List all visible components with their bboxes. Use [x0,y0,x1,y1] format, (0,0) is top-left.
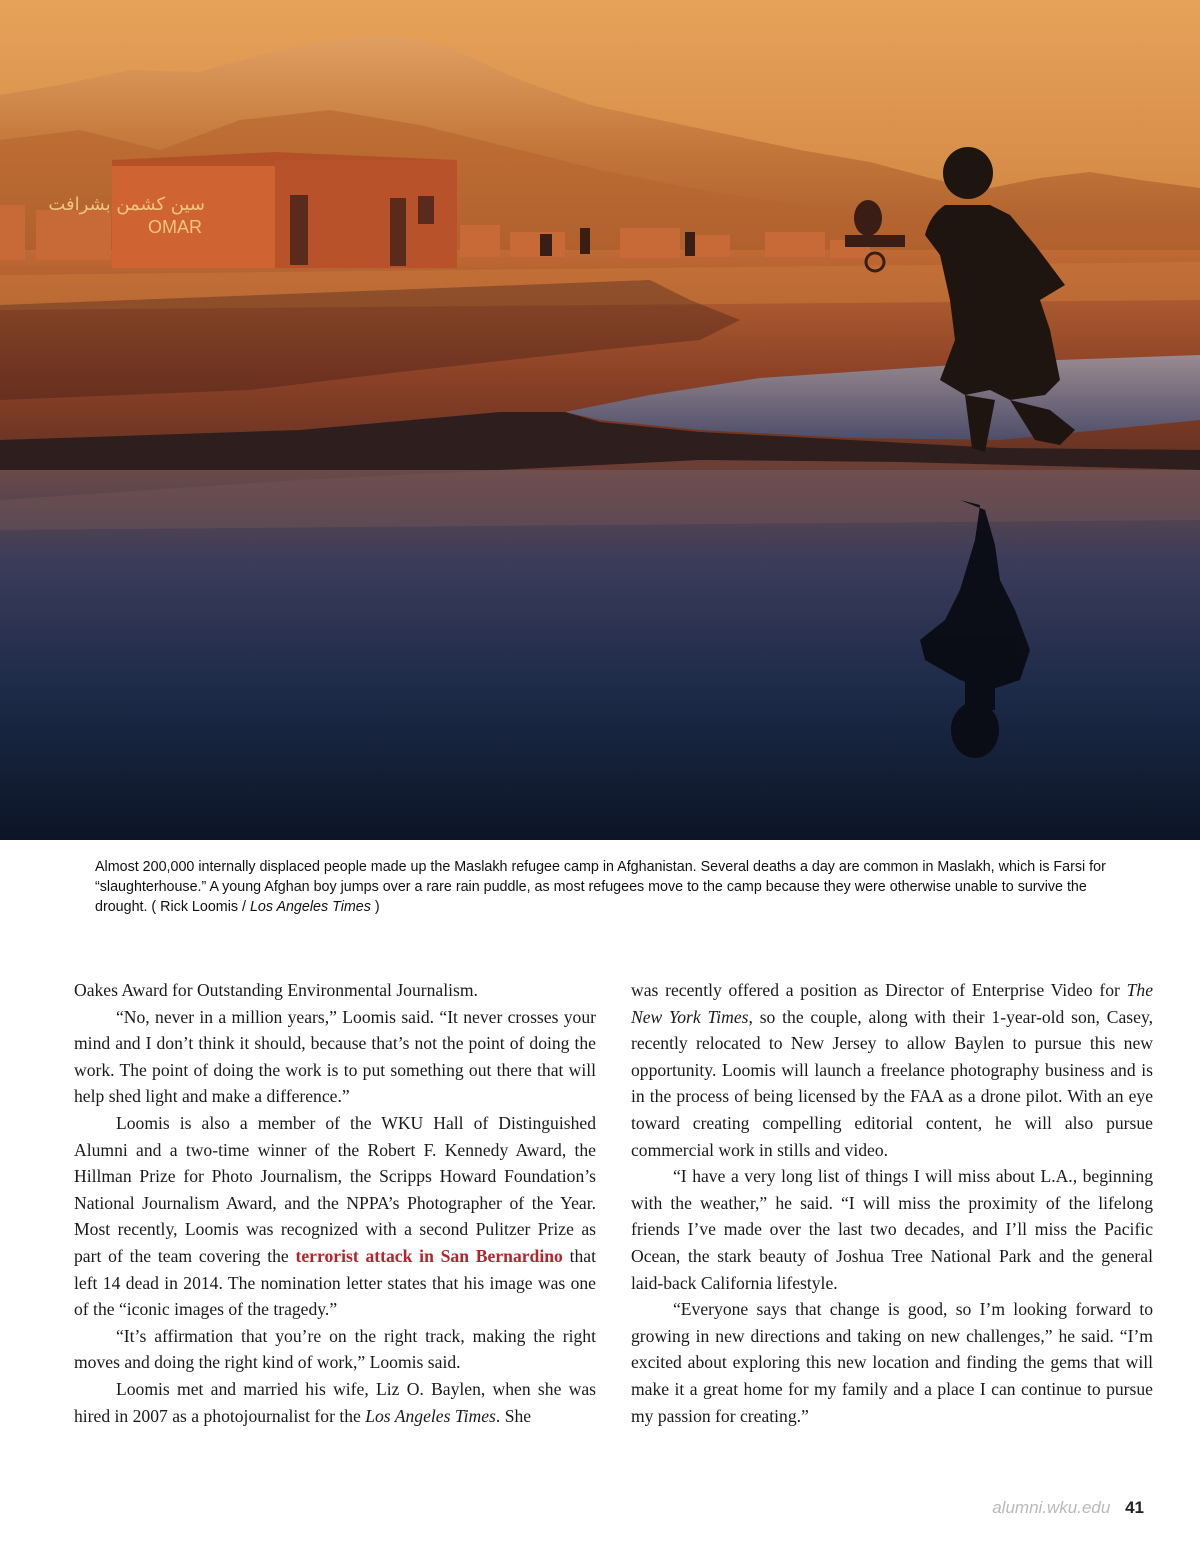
page-number: 41 [1125,1498,1144,1517]
wall-script: سین کشمن بشرافت [48,194,205,215]
photo-caption [95,857,1135,917]
paragraph-text: . She [495,1405,532,1426]
paragraph: “No, never in a million years,” Loomis said. “It never crosses your mind and I don’t think it should, because that’s not the point of doing the work. The point of doing the work is to put something out there that will help shed light and make a difference.” [74,1006,596,1107]
paragraph-text: , so the couple, along with their 1-year-old son, Casey, recently relocated to New Jersey to allow Baylen to pursue this new opportunity. Loomis will launch a freelance photography business and is in the process of being licensed by the FAA as a drone pilot. With an eye toward creating compelling editorial content, he will also pursue commercial work in stills and video. [631,1006,1153,1160]
wall-writing: OMAR [148,217,202,237]
article-column-right [631,977,1153,1429]
caption-text: Almost 200,000 internally displaced people made up the Maslakh refugee camp in Afghanistan. Several deaths a day are common in Maslakh, which is Farsi for “slaughterhouse.” A young Afghan boy jumps over a rare rain puddle, as most refugees move to the camp because they were otherwise unable to survive the drought. ( Rick Loomis / [95,859,1106,915]
publication-name: The New York Times [631,980,1153,1027]
caption-text-end: ) [370,899,380,915]
paragraph-text: that left 14 dead in 2014. The nomination letter states that his image was one of the “iconic images of the tragedy.” [74,1245,596,1320]
paragraph [74,1376,596,1429]
site-url[interactable]: alumni.wku.edu [992,1498,1111,1517]
paragraph-text: Loomis is also a member of the WKU Hall of Distinguished Alumni and a two-time winner of the Robert F. Kennedy Award, the Hillman Prize for Photo Journalism, the Scripps Howard Foundation’s National Journalism Award, and the NPPA’s Photographer of the Year. Most recently, Loomis was recognized with a second Pulitzer Prize as part of the team covering the [74,1112,596,1266]
paragraph-text: was recently offered a position as Director of Enterprise Video for [631,980,1127,1000]
paragraph [74,1110,596,1323]
page-footer [992,1497,1144,1519]
article-column-left [74,977,596,1429]
paragraph [631,977,1153,1163]
caption-publication: Los Angeles Times [249,899,371,915]
paragraph: Oakes Award for Outstanding Environmental Journalism. [74,980,478,1000]
paragraph: “It’s affirmation that you’re on the right track, making the right moves and doing the right kind of work,” Loomis said. [74,1325,596,1373]
paragraph: “I have a very long list of things I will miss about L.A., beginning with the weather,” he said. “I will miss the proximity of the lifelong friends I’ve made over the last two decades, and I’ll miss the Pacific Ocean, the stark beauty of Joshua Tree National Park and the general laid-back California lifestyle. [631,1166,1153,1293]
publication-name: Los Angeles Times [365,1405,496,1426]
paragraph-text: Loomis met and married his wife, Liz O. Baylen, when she was hired in 2007 as a photojournalist for the [74,1378,596,1426]
paragraph: “Everyone says that change is good, so I’m looking forward to growing in new directions and taking on new challenges,” he said. “I’m excited about exploring this new location and finding the gems that will make it a great home for my family and a place I can continue to pursue my passion for creating.” [631,1299,1153,1426]
san-bernardino-link[interactable]: terrorist attack in San Bernardino [295,1245,563,1266]
